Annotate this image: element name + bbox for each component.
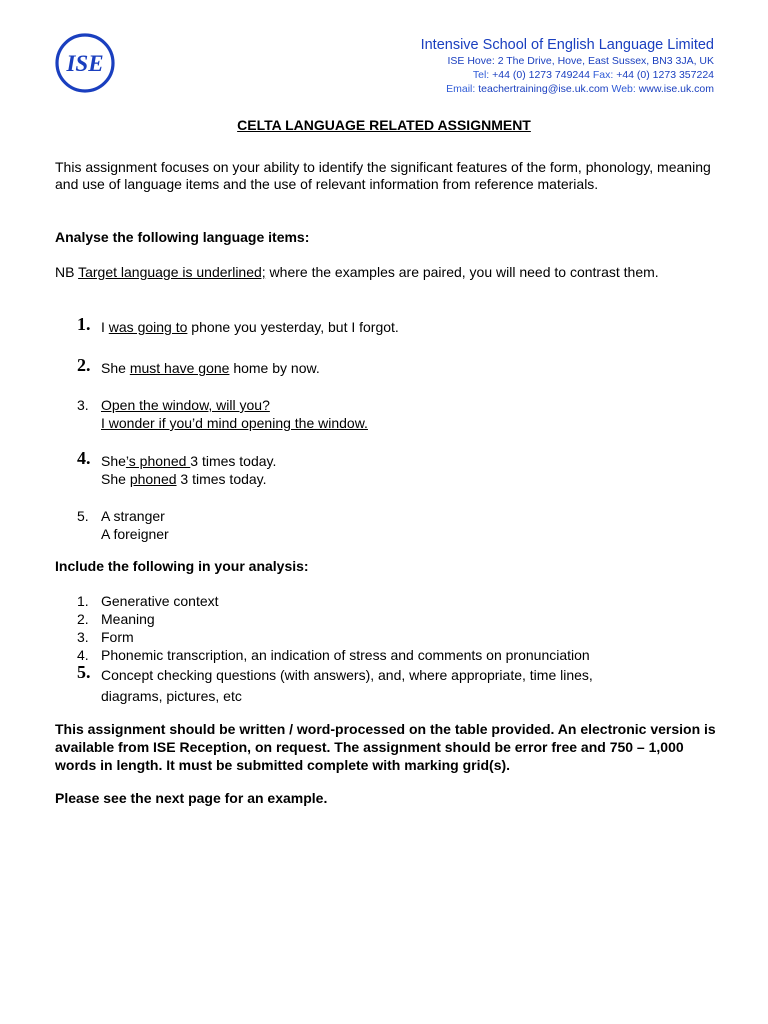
item-text: Meaning [101,611,155,627]
email-value[interactable]: teachertraining@ise.uk.com [478,83,609,95]
item-text-part: She [101,360,130,376]
item-text [101,318,701,336]
item-text: Form [101,629,134,645]
item-number: 2. [77,611,89,627]
item-number: 3. [77,397,89,413]
nb-prefix: NB [55,264,79,280]
target-language: Open the window, will you? [101,397,270,413]
item-text-part: phone you yesterday, but I forgot. [187,319,399,335]
item-text-part: A foreigner [101,526,169,542]
target-language: phoned [129,471,177,487]
item-text-part: Concept checking questions (with answers), and, where appropriate, time lines, [101,667,593,683]
email-label: Email: [446,83,476,95]
item-text: Generative context [101,593,219,609]
company-address: ISE Hove: 2 The Drive, Hove, East Sussex, BN3 3JA, UK [447,55,714,67]
item-text [101,396,701,432]
intro-paragraph: This assignment focuses on your ability to identify the significant features of the form, phonology, meaning and use of language items and the use of relevant information from reference materials. [55,159,711,192]
item-number: 5. [77,662,91,682]
item-number: 5. [77,508,89,524]
ise-logo [54,32,116,94]
company-contact [421,82,714,96]
nb-underlined: Target language is underlined; [78,264,266,280]
item-text-part: She [101,471,130,487]
fax-value: +44 (0) 1273 357224 [616,69,714,81]
document-title: CELTA LANGUAGE RELATED ASSIGNMENT [237,117,531,133]
item-number: 2. [77,355,91,375]
company-phone [421,68,714,82]
target-language: I wonder if you’d mind opening the window. [101,415,368,431]
item-text-part: She [101,453,126,469]
item-number: 4. [77,647,89,663]
tel-value: +44 (0) 1273 749244 [492,69,590,81]
web-label: Web: [611,83,636,95]
analyse-heading: Analyse the following language items: [55,229,310,245]
item-text [101,359,701,377]
item-text-part: diagrams, pictures, etc [101,688,242,704]
item-number: 3. [77,629,89,645]
target-language: ’s phoned [125,453,191,469]
include-heading: Include the following in your analysis: [55,558,309,574]
logo-text: ISE [66,51,104,76]
item-number: 4. [77,448,91,468]
target-language: must have gone [129,360,230,376]
item-text-part: home by now. [229,360,320,376]
item-text-part: 3 times today. [176,471,267,487]
item-text-part: 3 times today. [190,453,277,469]
item-number: 1. [77,314,91,334]
target-language: was going to [108,319,188,335]
item-text: Phonemic transcription, an indication of stress and comments on pronunciation [101,647,590,663]
see-next-page-note: Please see the next page for an example. [55,790,328,806]
assignment-note: This assignment should be written / word-processed on the table provided. An electronic version is available from ISE Reception, on request. The assignment should be error free and 750 – 1,000 words in length. It must be submitted complete with marking grid(s). [55,721,716,773]
item-text-part: A stranger [101,508,165,524]
company-name: Intensive School of English Language Limited [420,37,714,53]
letterhead [421,36,714,96]
item-text-part: I [101,319,109,335]
item-text [101,507,701,543]
nb-paragraph [55,264,723,281]
nb-rest: where the examples are paired, you will need to contrast them. [265,264,659,280]
web-value[interactable]: www.ise.uk.com [638,83,714,95]
item-number: 1. [77,593,89,609]
item-text [101,666,701,705]
fax-label: Fax: [592,69,614,81]
item-text [101,452,701,488]
tel-label: Tel: [472,69,490,81]
